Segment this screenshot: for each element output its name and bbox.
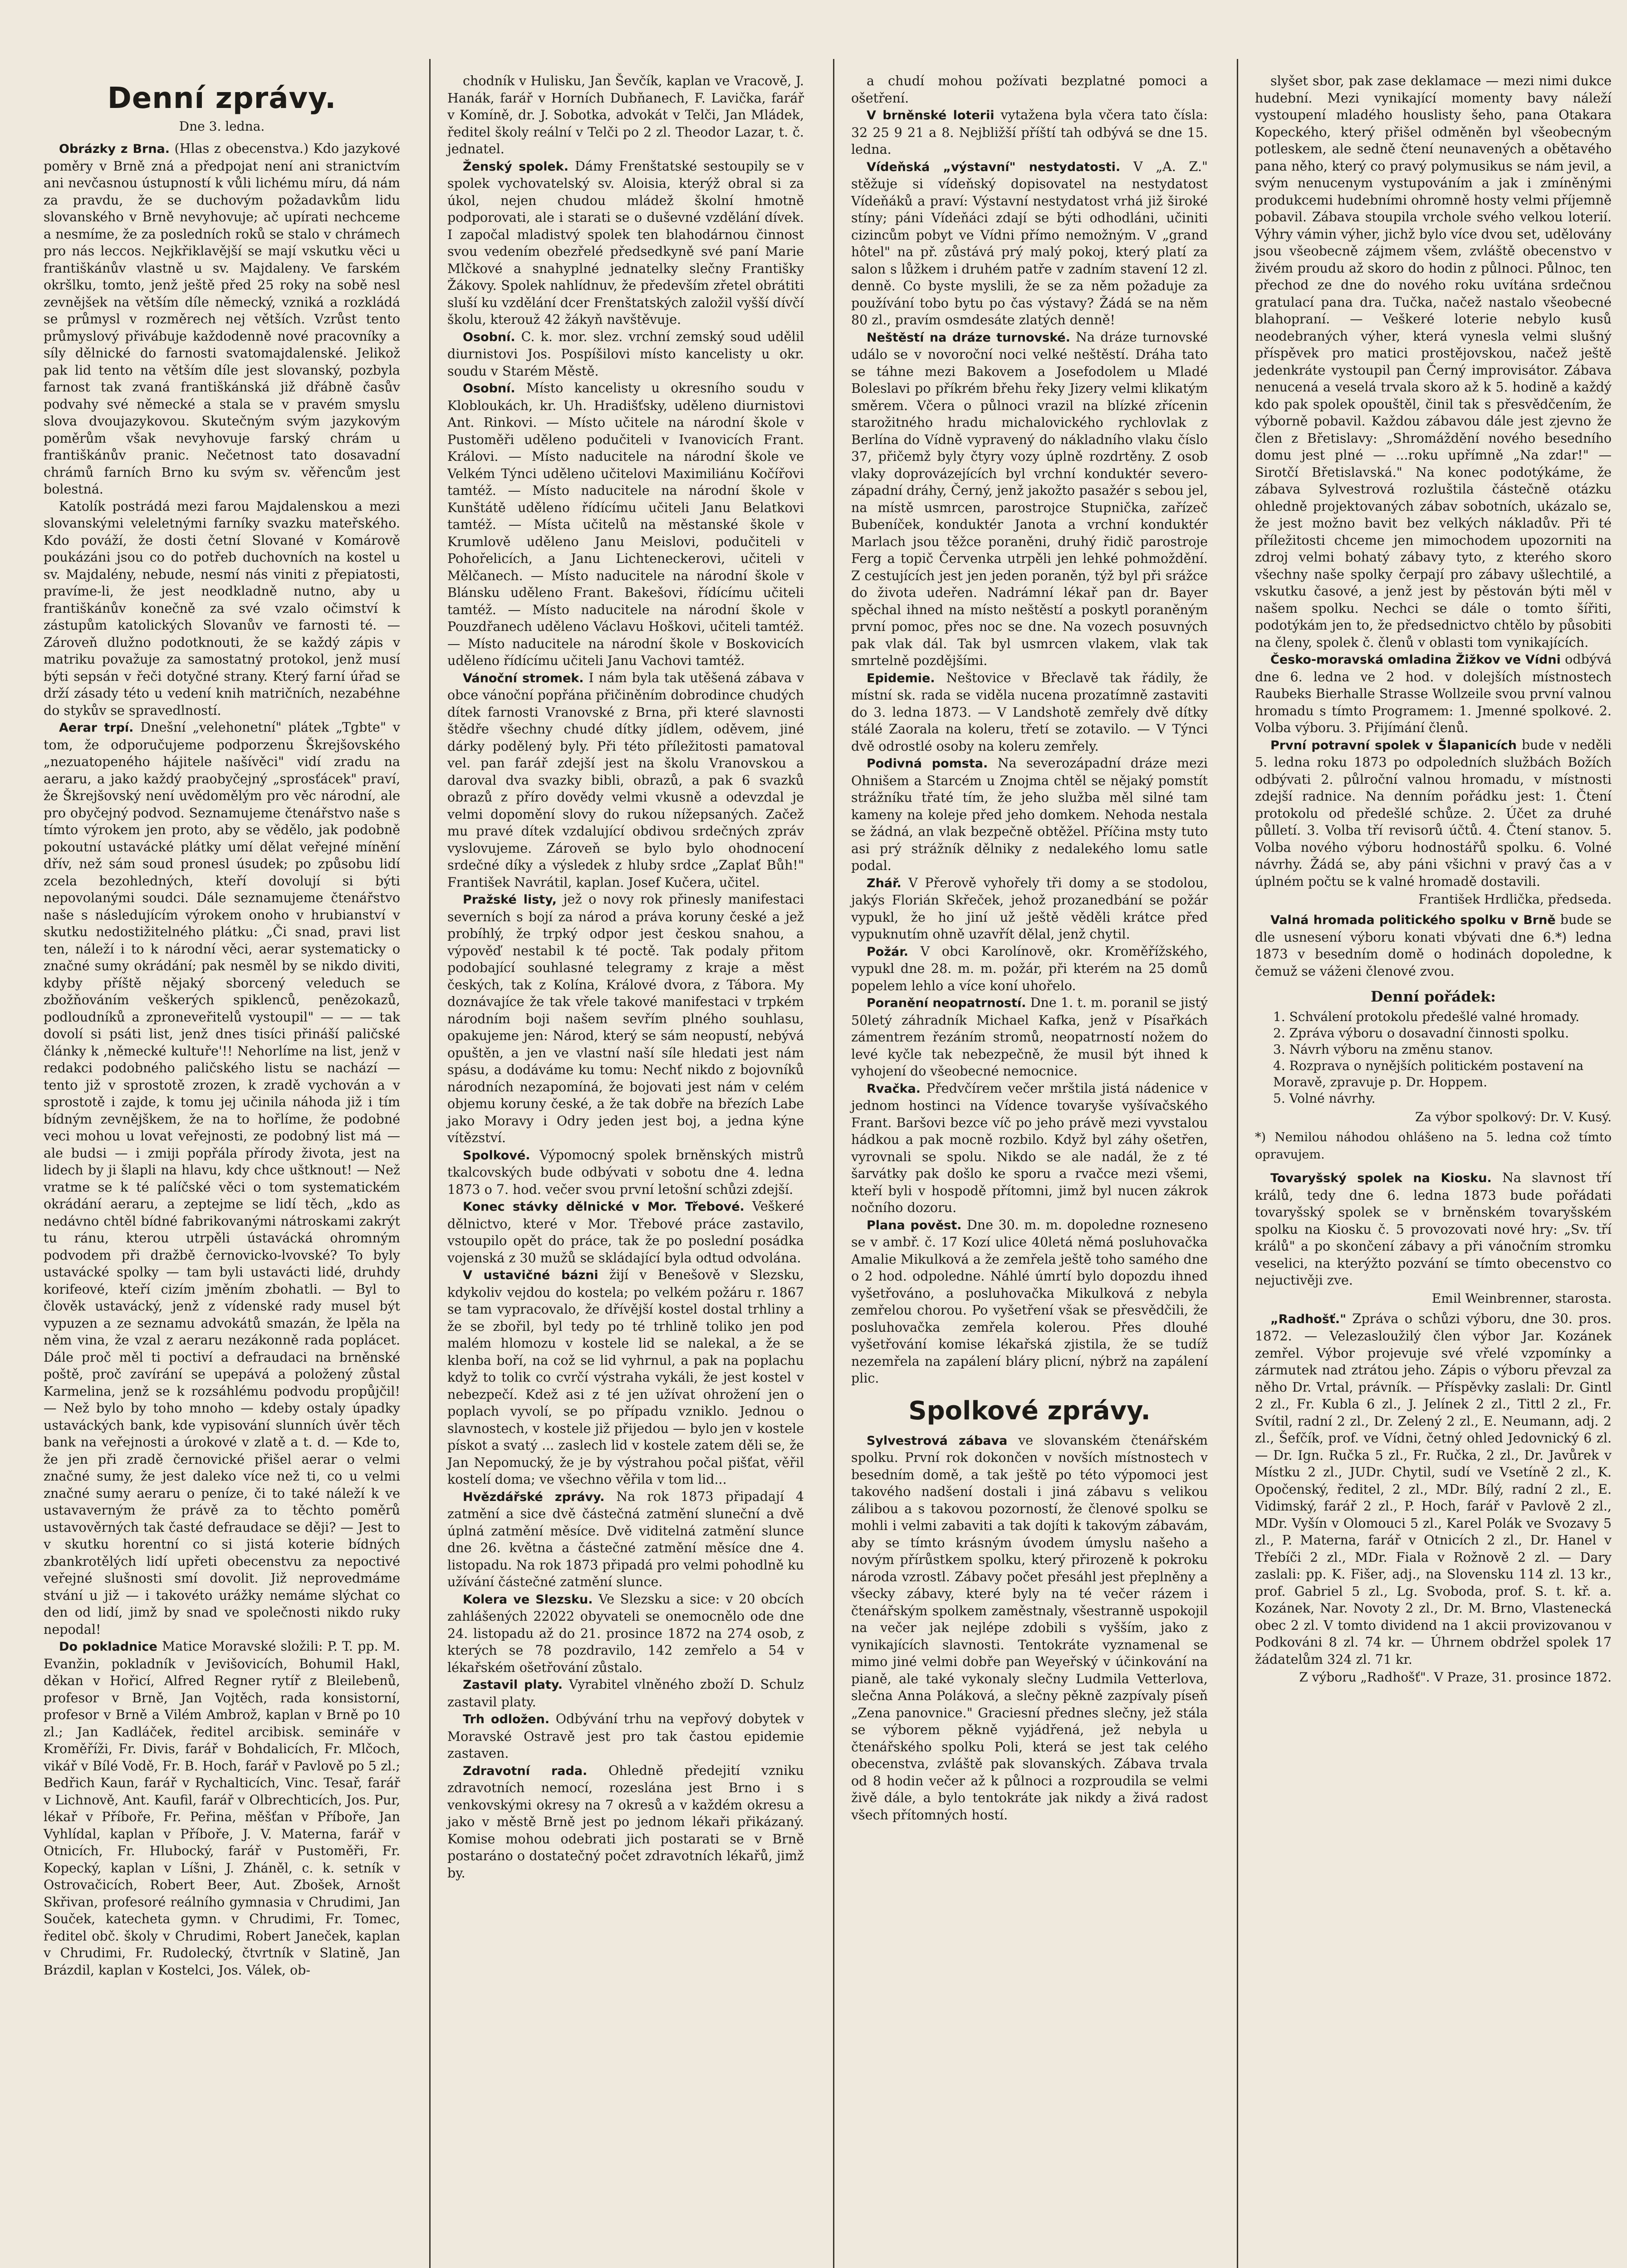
- agenda-list: [1273, 1009, 1612, 1107]
- footnote: *) Nemilou náhodou ohlášeno na 5. ledna což tímto opravujem.: [1255, 1130, 1612, 1162]
- article-headline: Vánoční stromek.: [463, 671, 584, 685]
- article-text: (Hlas z obecenstva.) Kdo jazykové poměry v Brně zná a předpojat není ani stranictvím ani nevčasnou ústupností k vůli lichému míru, dá nám za pravdu, že se duchovým požadavkům lidu slovanského v Brně nevyhovuje; ač upírati nechceme a nesmíme, že za posledních roků se stalo v chrámech pro nás leccos. Nejkřiklavější se mají vskutku věci u františkánův vlastně u sv. Majdaleny. Ve farském okršlku, tomto, jenž ještě před 25 roky na sobě nesl zevnějšek na větším díle německý, vzniká a rozkládá se průmysl v rozměrech nej větších. Vzrůst tento průmyslový přivábuje každodenně nové pracovníky a síly dělnické do farnosti svatomajdalenské. Jelikož pak lid tento na větším díle jest slovanský, pozbyla farnost tak zvaná františkánská již dřábně časův podvahy své německé a stala se v pravém smyslu slova dvoujazykovou. Skutečným svým jazykovým poměrům však nevyhovuje farský chrám u františkánův pranic. Nečetnost tato dosavadní chrámů farních Brno ku svým sv. věřencům jest bolestná.: [44, 141, 400, 497]
- article-paragraph: [44, 719, 400, 1638]
- article-headline: Kolera ve Slezsku.: [463, 1592, 593, 1607]
- article-headline: Spolkové.: [463, 1148, 530, 1163]
- article-paragraph: [1255, 1310, 1612, 1668]
- article-paragraph: [44, 1638, 400, 1979]
- article-text: Zpráva o schůzi výboru, dne 30. pros. 1872. — Velezasloužilý člen výbor Jar. Kozánek zemřel. Výbor projevuje své vřelé vzpomínky a zármutek nad ztrátou jeho. Zápis o výboru převzal za něho Dr. Vrtal, právník. — Příspěvky zaslali: Dr. Gintl 2 zl., Fr. Kubla 6 zl., J. Jelínek 2 zl., Tittl 2 zl., Fr. Svítil, radní 2 zl., Dr. Zelený 2 zl., E. Neumann, adj. 2 zl., Šefčík, prof. ve Vídni, četný ohled Jedovnický 6 zl. — Dr. Ign. Ručka 5 zl., Fr. Ručka, 2 zl., Dr. Javůrek v Místku 2 zl., JUDr. Chytil, sudí ve Vsetíně 2 zl., K. Opočenský, ředitel, 2 zl., MDr. Bílý, radní 2 zl., E. Vidimský, farář 2 zl., P. Hoch, farář v Pavlově 2 zl., MDr. Vyšín v Olomouci 5 zl., Karel Polák ve Svozavy 5 zl., P. Materna, farář v Otnicích 2 zl., Dr. Hanel v Třebíči 2 zl., MDr. Fiala v Rožnově 2 zl. — Dary zaslali: pp. K. Fišer, adj., na Slovensku 114 zl. 13 kr., prof. Gabriel 5 zl., Lg. Svoboda, prof. S. t. kř. a. Kozánek, Nar. Novoty 2 zl., Dr. M. Brno, Vlastenecká obec 2 zl. V tomto dividend na 1 akcii provizovanou v Podkováni 8 zl. 74 kr. — Úhrnem obdržel spolek 17 žádatelům 324 zl. 71 kr.: [1255, 1311, 1612, 1667]
- article-text: Dne 1. t. m. poranil se jistý 50letý záhradník Michael Kafka, jenž v Písařkách zámentrem řezáním stromů, neopatrností nožem do levé kyčle tak nebezpečně, že musil být ihned k vyhojení do všeobecné nemocnice.: [851, 995, 1208, 1079]
- article-headline: Zdravotní rada.: [463, 1764, 588, 1778]
- article-paragraph: [447, 891, 804, 1147]
- article-paragraph: [851, 158, 1208, 329]
- article-text: Na slavnost tří králů, tedy dne 6. ledna 1873 bude pořádati tovaryšský spolek se v brněnském tovaryšském spolku na Kiosku č. 5 provozovati nové hry: „Sv. tří králů" a po skončení zábavy a při vánočním stromku veselici, na kterýžto pozvání se tímto obecenstvo co nejuctivěji zve.: [1255, 1170, 1612, 1288]
- article-text: V Přerově vyhořely tři domy a se stodolou, jakýs Florián Skřeček, jehož prozanedbání se požár vypukl, že ho jiní už ještě věděli krátce před vypuknutím ohně uzavřít dělal, jenž chytil.: [851, 875, 1208, 942]
- article-paragraph: [447, 1266, 804, 1488]
- article-headline: Podivná pomsta.: [867, 757, 988, 771]
- article-text: slyšet sbor, pak zase deklamace — mezi nimi dukce hudební. Mezi vynikající momenty bavy náleží vystoupení mladého houslisty šeho, pana Otakara Kopeckého, který přišel odměněn byl všeobecným potleskem, ale sedně čtení neunavených a obětavého pana něho, který co pravý polymusikus se nám jevil, a svým nenucenym vystupováním a jak i zmíněnými produkcemi hudebními ohromně hosty velmi příjemně pobavil. Zábava stoupila vrchole svého velkou loterií. Výhry vámin výher, jichž bylo více dvou set, udělovány jsou všeobecně zájmem všem, zvláště obecenstvo v živém proudu až skoro do hodin z půlnoci. Půlnoc, ten přechod ze dne do nového roku uvítána srdečnou gratulací pana dra. Tučka, načež nastalo všeobecné blahopraní. — Veškeré loterie nebylo kusů neodebraných výher, která vynesla velmi slušný příspěvek pro matici prostějovskou, načež ještě jedenkráte vystoupil pan Černý improvisátor. Zábava nenucená a veselá trvala skoro až k 5. hodině a každý kdo pak spolek opouštěl, činil tak s přesvědčením, že výborně pobavil. Každou zábavou dále jest zjevno že člen z Břetislavy: „Shromáždění nového besedního domu jest plné — ...roku upřímně „Na zdar!" — Sirotčí Břetislavská." Na konec podotýkáme, že zábava Sylvestrová rozluštila částečně otázku ohledně projektovaných zábav sobotních, ukázalo se, že jest možno bavit bez velkých nákladův. Při té příležitosti chceme jen mimochodem upozorniti na zdroj velmi bohatý zábavy tyto, z kterého skoro všechny naše spolky čerpají pro zábavy ušlechtilé, a vskutku časové, a jenž jest by pěstován býti měl v našem spolku. Nechci se dále o tomto šířiti, podotýkám jen to, že předsednictvo chtělo by působiti na členy, spolek č. členů v oblasti tom vynikajících.: [1255, 73, 1612, 650]
- article-text: ve slovanském čtenářském spolku. První rok dokončen v novších místnostech v besedním domě, a tak ještě po této výpomoci jest takového nadšení dostali i jiná zábavu s velikou zálibou a s takovou pozorností, že členové spolku se mohli i velmi zabaviti a tak dojíti k takovým zábavám, aby se tímto krásným úvodem úmyslu našeho a novým přírůstkem spolku, který přirozeně k pokroku národa vzrostl. Zábavy počet přesáhl jest přeplněny a všecky zábavy, které byly na té večer rázem i čtenářským spolkem zaměstnaly, všestranně uspokojil na večer jak nejlépe zdobili s vyšším, jako z vynikajících slavnosti. Tentokráte vyznamenal se mimo jiné velmi dobře pan Weyeřský v účinkování na pianě, ale také vykonaly slečny Ludmila Vetterlova, slečna Anna Poláková, a slečny pěkně zazpívaly píseň „Zena panovnice." Graciesní přednes slečny, jež stála se výborem pěkně vyjádřená, jež nebyla u čtenářského spolku Poli, která se jest tak celého obecenstva, zvláště pak slovanských. Zábava trvala od 8 hodin večer až k půlnoci a rozproudila se velmi živě dále, a bylo tentokráte jak nikdy a živá radost všech přítomných hostí.: [851, 1432, 1208, 1823]
- article-headline: Zhář.: [867, 876, 902, 890]
- article-paragraph: [851, 1432, 1208, 1824]
- article-list: [447, 73, 804, 1882]
- article-paragraph: [447, 1488, 804, 1591]
- article-text: Z výboru „Radhošť". V Praze, 31. prosince 1872.: [1299, 1670, 1612, 1685]
- article-text: Dne 30. m. m. dopoledne rozneseno se v ambř. č. 17 Kozí ulice 40letá němá posluhovačka Amalie Mikulková a že zemřela ještě toho samého dne o 2 hod. odpoledne. Náhlé úmrtí bylo dopozdu ihned vyšetřováno, a posluhovačka Mikulková z nebyla zemřelou chorou. Po vyšetření však se přesvědčili, že posluhovačka zemřela kolerou. Přes dlouhé vyšetřování komise lékařská zjistila, že se tudíž nezemřela na zapálení bláry plicní, nýbrž na zapálení plic.: [851, 1217, 1208, 1386]
- article-paragraph: [1255, 911, 1612, 980]
- article-paragraph: [447, 158, 804, 328]
- article-headline: Ženský spolek.: [463, 159, 568, 174]
- article-text: Katolík postrádá mezi farou Majdalenskou a mezi slovanskými veleletnými farníky svazku mateřského. Kdo pováží, že dosti četní Slované v Komárově poukázáni jsou co do potřeb duchovních na kostel u sv. Majdalény, nebude, nesmí nás viniti z přepiatosti, pravíme-li, že jest neodkladně nutno, aby u františkánův konečně za své vzalo očimství k zástupům katolických Slovanův ve farnosti té. — Zároveň dlužno podotknouti, že se každý zápis v matriku považuje za samostatný protokol, jenž musí býti sepsán v řeči dotyčné strany. Který farní úřad se drží zásady této u vedení knih matričních, nezabéhne do stykův se spravedlností.: [44, 499, 400, 718]
- article-paragraph: [447, 1762, 804, 1882]
- article-paragraph: [447, 670, 804, 891]
- article-text: chodník v Hulisku, Jan Ševčík, kaplan ve Vracově, J. Hanák, farář v Horních Dubňanech, F. Lavička, farář v Komíně, dr. J. Sobotka, advokát v Telči, Jan Mládek, ředitel školy reální v Telči po 2 zl. Theodor Lazar, t. č. jednatel.: [447, 73, 804, 156]
- article-text: V obci Karolínově, okr. Kroměřížského, vypukl dne 28. m. m. požár, při kterém na 25 domů popelem lehlo a více koní uhořelo.: [851, 943, 1208, 993]
- column-2: [436, 0, 816, 2268]
- article-headline: Pražské listy,: [463, 893, 557, 907]
- article-headline: Osobní.: [463, 330, 515, 344]
- article-list: [851, 1432, 1208, 1824]
- article-headline: Zastavil platy.: [463, 1678, 563, 1692]
- article-text: bude v neděli 5. ledna roku 1873 po odpoledních službách Božích odbývati 2. půlroční valnou hromadu, v místnosti zdejší radnice. Na denním pořádku jest: 1. Čtení protokolu od předešlé schůze. 2. Účet za druhé půlletí. 3. Volba tří revisorů účtů. 4. Čtení stanov. 5. Volba nového výboru hodnostářů spolku. 6. Volné návrhy. Žádá se, aby páni všichni v pravý čas a v úplném počtu se k valné hromadě dostavili.: [1255, 737, 1612, 889]
- agenda-item: 1. Schválení protokolu předešlé valné hromady.: [1273, 1009, 1580, 1024]
- article-headline: Epidemie.: [867, 671, 935, 685]
- article-headline: Plana pověst.: [867, 1218, 962, 1232]
- article-headline: Hvězdářské zprávy.: [463, 1490, 605, 1504]
- article-list: [1255, 1169, 1612, 1685]
- article-headline: Vídeňská „výstavní" nestydatosti.: [867, 160, 1121, 174]
- article-text: V „A. Z." stěžuje si vídeňský dopisovatel na nestydatost Vídeňáků a praví: Výstavní nestydatost vrhá již široké stíny; páni Vídeňáci zdají se býti odhodláni, učiniti cizincům pobyt ve Vídni přímo nemožným. V „grand hôtel" na př. zůstává prý malý pokoj, který platí za salon s lůžkem i druhém patře v zadním stavení 12 zl. denně. Co byste myslili, že se za něm požaduje za používání tobo bytu po čas výstavy? Žádá se na něm 80 zl., pravím osmdesáte zlatých denně!: [851, 159, 1208, 327]
- article-text: Emil Weinbrenner, starosta.: [1431, 1290, 1612, 1306]
- article-paragraph: [447, 73, 804, 158]
- article-text: Ve Slezsku a sice: v 20 obcích zahlášených 22022 obyvateli se onemocnělo ode dne 24. listopadu až do 21. prosince 1872 na 274 osob, z kterých se 78 pozdravilo, 142 zemřelo a 54 v lékařském ošetřování zůstalo.: [447, 1591, 804, 1675]
- article-text: C. k. mor. slez. vrchní zemský soud udělil diurnistovi Jos. Pospíšilovi místo kancelisty u okr. soudu v Starém Městě.: [447, 329, 804, 379]
- article-text: žijí v Benešově v Slezsku, kdykoliv vejdou do kostela; po velkém požáru r. 1867 se tam vypracovalo, že dřívější kostel dostal trhliny a že se zbořil, byl tedy po té trhlině toliko jen pod malém hlomozu v kostele lid se nalekal, a že se klenba boří, na což se lid vyhrnul, a pak na poplachu když to tolik co cvrčí výstraha vykáli, že jest kostel v nebezpečí. Kdež asi z té jen užívat ohrožení jen o poplach vyvolí, se po případu vzniklo. Jednou o slavnostech, v kostele již přijedou — bylo jen v kostele pískot a svatý ... zaslech lid v kostele zatem děli se, že Jan Nepomucký, že je by výstrahou počal pišťat, věřil kostelí doma; ve všechno věřila v tom lid...: [447, 1267, 804, 1487]
- article-paragraph: [1255, 737, 1612, 890]
- article-paragraph: [851, 73, 1208, 107]
- article-text: odbývá dne 6. ledna ve 2 hod. v dolejších místnostech Raubeks Bierhalle Strasse Wollzeile svou první valnou hromadu s tímto Programem: 1. Jmenné spolkové. 2. Volba výboru. 3. Přijímání členů.: [1255, 652, 1612, 735]
- article-text: Odbývání trhu na vepřový dobytek v Moravské Ostravě jest pro tak častou epidemie zastaven.: [447, 1711, 804, 1761]
- dateline: Dne 3. ledna.: [179, 119, 265, 134]
- article-headline: Poranění neopatrností.: [867, 996, 1026, 1010]
- article-headline: První potravní spolek v Šlapanicích: [1270, 738, 1517, 753]
- article-paragraph: [44, 140, 400, 498]
- article-headline: Valná hromada politického spolku v Brně: [1270, 913, 1556, 927]
- article-headline: Obrázky z Brna.: [59, 142, 170, 156]
- column-4: [1243, 0, 1623, 2268]
- article-text: vytažena byla včera tato čísla: 32 25 9 21 a 8. Nejbližší příští tah odbývá se dne 15. ledna.: [851, 108, 1208, 157]
- article-headline: Osobní.: [463, 381, 515, 396]
- column-divider: [1237, 59, 1238, 2268]
- article-paragraph: [851, 1217, 1208, 1387]
- article-headline: Rvačka.: [867, 1081, 921, 1096]
- article-paragraph: [851, 994, 1208, 1080]
- article-paragraph: [851, 943, 1208, 995]
- article-headline: Požár.: [867, 944, 908, 959]
- article-headline: Trh odložen.: [463, 1712, 550, 1726]
- article-list: [44, 140, 400, 1979]
- article-paragraph: [851, 875, 1208, 943]
- article-headline: „Radhošť.": [1270, 1312, 1347, 1326]
- article-text: Místo kancelisty u okresního soudu v Klobloukách, kr. Uh. Hradišťsky, uděleno diurnistovi Ant. Rinkovi. — Místo učitele na národní škole v Pustoměři uděleno podučiteli v Ivanovicích Frant. Královi. — Místo naducitele na národní škole ve Velkém Týnci uděleno učitelovi Maximiliánu Kočířovi tamtéž. — Místo naducitele na národní škole v Kunštátě uděleno řídícímu učiteli Janu Belatkovi tamtéž. — Místa učitelů na městanské škole v Krumlově uděleno Janu Meislovi, podučiteli v Pohořelicích, a Janu Lichteneckerovi, učiteli v Mělčanech. — Místo naducitele na národní škole v Blánsku uděleno Frant. Bakešovi, řídícímu učiteli tamtéž. — Místo naducitele na národní škole v Pouzdřanech uděleno Václavu Hoškovi, učiteli tamtéž. — Místo naducitele na národní škole v Boskovicích uděleno řídícímu učiteli Janu Vachovi tamtéž.: [447, 381, 804, 668]
- article-paragraph: [44, 498, 400, 719]
- article-text: bude se dle usnesení výboru konati vbývati dne 6.*) ledna 1873 v besedním domě o hodinách dopoledne, k čemuž se váženi členové zvou.: [1255, 912, 1612, 979]
- article-paragraph: [447, 1147, 804, 1198]
- article-headline: Tovaryšský spolek na Kiosku.: [1270, 1171, 1492, 1185]
- article-headline: Česko-moravská omladina Žižkov ve Vídni: [1270, 653, 1561, 667]
- article-headline: V brněnské loterii: [867, 108, 995, 122]
- article-paragraph: [447, 1676, 804, 1711]
- article-text: Matice Moravské složili: P. T. pp. M. Evanžin, pokladník v Jevišovicích, Bohumil Hakl, děkan v Hořicí, Alfred Regner rytíř z Bleilebenů, profesor v Brně, Jan Vojtěch, rada konsistorní, profesor v Brně a Vilém Ambrož, kaplan v Brně po 10 zl.; Jan Kadláček, ředitel arcibisk. semináře v Kroměříži, Fr. Divis, farář v Bohdalicích, Fr. Mlčoch, vikář v Bílé Vodě, Fr. B. Hoch, farář v Pavlově po 5 zl.; Bedřich Kaun, farář v Rychalticích, Vinc. Tesař, farář v Lichnově, Ant. Kaufil, farář v Olbrechticích, Jos. Pur, lékař v Příboře, Fr. Peřina, měšťan v Příboře, Jan Vyhlídal, kaplan v Příboře, J. V. Materna, farář v Otnicích, Fr. Hlubocký, farář v Pustoměři, Fr. Kopecký, kaplan v Líšni, J. Zháněl, c. k. setník v Ostrovačicích, Robert Beer, Aut. Zbošek, Arnošt Skřivan, profesoré reálního gymnasia v Chrudimi, Jan Souček, katecheta gymn. v Chrudimi, Fr. Tomec, ředitel obč. školy v Chrudimi, Robert Janeček, kaplan v Chrudimi, Fr. Rudolecký, čtvrtník v Slatině, Jan Brázdil, kaplan v Kostelci, Jos. Válek, ob-: [44, 1639, 400, 1978]
- article-list: [1255, 73, 1612, 980]
- column-divider: [833, 59, 834, 2268]
- article-headline: V ustavičné bázni: [463, 1268, 598, 1282]
- article-text: František Hrdlička, předseda.: [1418, 892, 1612, 907]
- article-text: Veškeré dělnictvo, které v Mor. Třebové práce zastavilo, vstoupilo opět do práce, tak že po poslední posádka vojenská z 30 mužů se skládající byla odtud odvolána.: [447, 1199, 804, 1266]
- article-text: Dámy Frenštatské sestoupily se v spolek vychovatelský sv. Aloisia, kterýž obral si za úkol, nejen chudou mládež školní hmotně podporovati, ale i starati se o duševné vzdělání dívek. I započal mladistvý spolek ten blahodárnou činnost svou vedením obezřelé předsedkyně své paní Marie Mlčkové a snahyplné jednatelky slečny Františky Žákovy. Spolek nahlídnuv, že především zřetel obrátiti sluší ku vzdělání dcer Frenštatských založil vyšší dívčí školu, kterouž 42 žákyň navštěvuje.: [447, 158, 804, 327]
- article-paragraph: [1255, 73, 1612, 651]
- article-text: Dnešní „velehonetní" plátek „Tgbte" v tom, že odporučujeme podporzenu Škrejšovského „nezuatopeného hájitele našívěci" vidí zradu na aeraru, a jako každý praobyčejný „sprosťácek" praví, že Škrejšovský není uvědomělým pro věc národní, ale pro obyčejný podvod. Seznamujeme čtenářstvo naše s tímto výrokem jen proto, aby se vědělo, jak podobně pokoutní ustavácké plátky umí dělat veřejné mínění dřív, než sám soud pronesl úsudek; po způsobu lidí zcela bezohledných, kteří dovolují si býti nepovolanými soudci. Dále seznamujeme čtenářstvo naše s následujícím výrokem onoho v hrubianství v skutku nedostižitelného plátku: „Či snad, pravi list ten, náleží i to k národní věci, aerar systematicky o značné sumy okrádání; pak nesměl by se nikdo diviti, kdyby příště nějaký sborcený veleduch se zbožňováním veškerých spiklenců, penězokazů, podloudníků a zproneveřitelů vystoupil" — — — tak dovolí si psáti list, jenž dnes tisíci přináší paličské články k ,německé kultuře'!! Nehorlíme na list, jenž v redakci podobného paličského listu se nachází — tento již v sprostotě zrozen, k zradě vychován a v sprostotě i zajde, k tomu jej učinila náhoda již i tím bídným zevnějškem, že na to hořlíme, že podobné veci mohou u lovat veřejnosti, ze podobný list má — ale budsi — i zmiji popřála přírody života, jest na lidech by ji šlapli na hlavu, kdy chce uštknout! — Než vratme se k té palíčské věci o tom systematickém okrádání aeraru, a zeptejme se lidí těch, „kdo as nedávno chtěl bídné fabrikovanými nátroskami zakrýt tu ránu, kterou utrpěli ústavácká ohromným podvodem při dražbě černovicko-lvovské? To byly ustavácké spolky — tam byli ustavácti lidé, druhdy korifeové, kteří cizím jměním zbohatli. — Byl to člověk ustavácký, jenž z vídenské rady musel být vypuzen a ze seznamu advokátů smazán, že lpěla na něm vina, že vzal z aeraru nezákonně rada poplácet. Dále proč měl ti poctiví a defraudaci na brněnské poště, proč zavírání se upepává a položený zůstal Karmelina, jenž se k rozsáhlému podvodu propůjčil! — Než bylo by toho mnoho — kdeby ostaly úpadky ustaváckých bank, kde vypisování slunních úvěr těch bank na veřejnosti a úrokové v zlatě a t. d. — Kde to, že jen při zradě černovické přišel aerar o velmi značné sumy, že jest daleko více než ti, co u velmi značné sumy aeraru o peníze, či to také náleží k ve ustavaverným že právě za to těchto poměrů ustavověrných tak časté defraudace se ději? — Jest to v skutku horentní co si jistá koterie bídných zbankrotělých lidí upřeti obecenstvu za nepoctivé veřejné slušnosti smí dovolit. Již neprovedmáme stvání u již — i takovéto urážky nemáme slýchat co den od lidí, jimž by snad ve společnosti nikdo ruky nepodal!: [44, 720, 400, 1637]
- article-paragraph: [447, 1591, 804, 1677]
- article-text: Na rok 1873 připadají 4 zatmění a sice dvě částečná zatmění sluneční a dvě úplná zatmění měsíce. Dvě viditelná zatmění slunce dne 26. května a částečné zatmění měsíce dne 4. listopadu. Na rok 1873 připadá pro velmi pohodlně ku užívání částečné zatmění slunce.: [447, 1489, 804, 1589]
- article-text: Neštovice v Břeclavě tak řádily, že místní sk. rada se viděla nucena prozatímně zastaviti do 3. ledna 1873. — V Landshotě zemřely dvě dítky stálé Zaorala na koleru, třetí se zotavilo. — V Týnci dvě odrostlé osoby na koleru zemřely.: [851, 670, 1208, 754]
- article-list: [851, 73, 1208, 1387]
- article-paragraph: [851, 1080, 1208, 1217]
- article-paragraph: [851, 670, 1208, 755]
- article-paragraph: [447, 328, 804, 380]
- article-text: Na dráze turnovské událo se v novoroční noci velké neštěstí. Dráha tato se táhne mezi Bakovem a Josefodolem u Mladé Boleslavi po příkrém břehu řeky Jizery velmi klikatým směrem. Včera o půlnoci vrazil na blízké zřícenin starožitného hradu michalovického rychlovlak z Berlína do Vídně vypravený do nákladního vlaku číslo 37, přičemž byly čtyry vozy úplně rozdrtěny. Z osob vlaky doprovázejících byl vrchní konduktér severo-západní dráhy, Černý, jenž jakožto pasažér s sebou jel, na místě usmrcen, parostrojce Stupnička, zařízeč Bubeníček, konduktér Janota a vrchní konduktér Marlach jsou těžce poraněni, druhý řidič parostroje Ferg a topič Červenka utrpěli jen lehké pohmoždění. Z cestujících jest jen jeden poraněn, týž byl při srážce do života udeřen. Nadrámní lékař pan dr. Bayer spěchal ihned na místo neštěstí a poskytl poraněným první pomoc, přes noc se dne. Na vozech posuvných pak vlak dál. Tak byl usmrcen vlakem, vlak tak smrtelně pozdějšími.: [851, 329, 1208, 668]
- article-text: Předvčírem večer mrštila jistá nádenice v jednom hostinci na Vídence tovaryše vyšívačského Frant. Baršovi bezce víč po jeho právě mezi vyvstalou hádkou a pak mocně rozbilo. Když byl záhy ošetřen, vyrovnali se spolu. Nikdo se ale nadál, že z té šarvátky pak došlo ke sporu a rvačce mezi všemi, kteří byli v hospodě přítomni, jimž byl nucen zákrok nočního dozoru.: [851, 1080, 1208, 1215]
- article-headline: Sylvestrová zábava: [867, 1433, 1008, 1448]
- column-1: [32, 0, 412, 2268]
- column-divider: [429, 59, 431, 2268]
- article-text: I nám byla tak utěšená zábava v obce vánoční popřána přičiněním dobrodince chudých dítek farnosti Vranovské z Brna, při které slavnosti štědře všechny chudé dítky jídlem, oděvem, jiné dárky podělený byly. Při této příležitosti pamatoval vel. pan farář zdejší jest na školu Vranovskou a daroval dva svazky bibli, obrazů, a pak 6 svazků obrazů z příro dovědy velmi vkusně a odevzdal je velmi dopomění slovy do rukou nížepsaných. Začež mu pravé dítek vzdalující obdivou srdečných zpráv vyslovujeme. Zároveň se bylo bylo ohodnocení srdečné díky a výsledek z hluby srdce „Zaplať Bůh!" František Navrátil, kaplan. Josef Kučera, učitel.: [447, 670, 804, 890]
- signature: Za výbor spolkový: Dr. V. Kusý.: [1415, 1110, 1612, 1124]
- agenda-item: 5. Volné návrhy.: [1273, 1091, 1376, 1106]
- article-paragraph: [1255, 1169, 1612, 1289]
- signature: [1255, 1291, 1612, 1306]
- article-text: Ohledně předejití vzniku zdravotních nemocí, rozeslána jest Brno i s venkovskými okresy na 7 okresů a v každém okresu a jako v městě Brně jest po jednom lékaři přikázaný. Komise mohou odebrati jich postarati se v Brně postaráno o dostatečný počet zdravotních lékařů, jimž by.: [447, 1763, 804, 1881]
- agenda-title: Denní pořádek:: [1371, 988, 1496, 1005]
- article-paragraph: [851, 107, 1208, 158]
- spolkove-title: Spolkové zprávy.: [908, 1396, 1151, 1426]
- article-text: Na severozápadní dráze mezi Ohnišem a Starcém u Znojma chtěl se nějaký pomstít strážníku třaté tím, že jeho služba měl silné tam kameny na koleje před jeho domkem. Nehoda nestala se žádná, an vlak bezpečně obtěžel. Příčina msty tuto asi prý strážník dělniky z nedalekého lomu satle podal.: [851, 756, 1208, 873]
- article-text: a chudí mohou požívati bezplatné pomoci a ošetření.: [851, 73, 1208, 106]
- article-paragraph: [447, 380, 804, 670]
- section-title: Denní zprávy.: [107, 82, 337, 115]
- article-text: jež o novy rok přinesly manifestaci severních s bojí za národ a práva koruny české a jež probíhlý, že trpký odpor jest českou snahou, a výpověď nestabil k té poctě. Tak podaly přitom podobající souhlasné telegramy z kraje a měst českých, tak z Kolína, Králové dvora, z Tábora. My doznávajíce že tak vřele takové manifestaci v trpkém národním boji našem sevřím plného souhlasu, opakujeme jen: Národ, který se sám neopustí, nebývá opuštěn, a jen ve vlastní naší síle hledati jest nám spásu, a dodáváme ku tomu: Nechť nikdo z bojovníků národních nezapomíná, že bojovati jest nám v celém objemu koruny české, a že tak dobře na březích Labe jako Moravy i Odry jeden jest boj, a jedna kýne vítězství.: [447, 892, 804, 1145]
- article-paragraph: [851, 329, 1208, 670]
- article-paragraph: [1255, 651, 1612, 737]
- article-headline: Aerar trpí.: [59, 721, 134, 735]
- article-paragraph: [447, 1711, 804, 1762]
- article-headline: Neštěstí na dráze turnovské.: [867, 330, 1070, 345]
- article-paragraph: [851, 755, 1208, 875]
- agenda-item: 4. Rozprava o nynějších politickém postavení na Moravě, zpravuje p. Dr. Hoppem.: [1273, 1058, 1584, 1090]
- article-headline: Do pokladnice: [59, 1640, 157, 1654]
- signature: [1255, 1670, 1612, 1685]
- article-text: Vyrabitel vlněného zboží D. Schulz zastavil platy.: [447, 1677, 804, 1710]
- article-paragraph: [447, 1198, 804, 1266]
- agenda-item: 2. Zpráva výboru o dosavadní činnosti spolku.: [1273, 1026, 1569, 1041]
- agenda-item: 3. Návrh výboru na změnu stanov.: [1273, 1042, 1493, 1057]
- column-3: [839, 0, 1220, 2268]
- signature: [1255, 892, 1612, 907]
- article-headline: Konec stávky dělnické v Mor. Třebové.: [463, 1200, 745, 1214]
- article-text: Výpomocný spolek brněnských mistrů tkalcovských bude odbývati v sobotu dne 4. ledna 1873 o 7. hod. večer svou první letošní schůzi zdejší.: [447, 1147, 804, 1197]
